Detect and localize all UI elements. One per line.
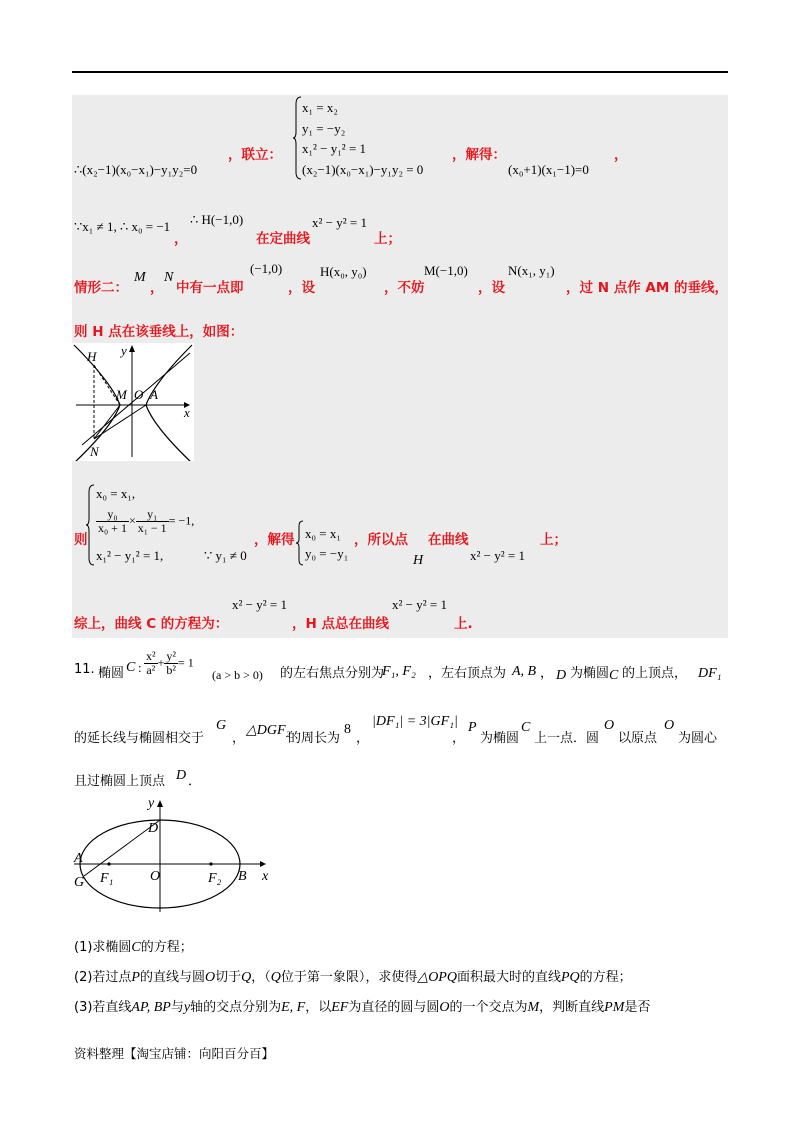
problem-number: 11.: [74, 662, 95, 677]
q3-ef2: EF: [331, 1000, 349, 1015]
label-b: B: [238, 869, 247, 884]
label-o: O: [150, 869, 161, 884]
q3-o: O: [439, 1000, 450, 1015]
plus: +: [157, 655, 165, 670]
frac2-den: x₁ − 1: [137, 521, 167, 536]
frac-den: b²: [166, 663, 176, 678]
fraction-y1: [136, 508, 169, 535]
p11-l2-text3: 的周长为: [288, 731, 341, 746]
foci: F₁, F₂: [382, 664, 416, 679]
frac1-num: y₀: [96, 508, 129, 522]
p11-text3: ，左右顶点为: [428, 666, 507, 681]
p11-l3-text1: 且过椭圆上顶点: [74, 774, 166, 789]
q2-q: Q: [241, 970, 252, 985]
frac-den: a²: [146, 663, 156, 678]
point-n: N: [164, 270, 174, 285]
suoyi-text: ，所以点: [354, 532, 408, 548]
q3-y: y: [183, 1000, 191, 1015]
q2-triangle: △OPQ: [417, 970, 457, 985]
summary-text2: ，H 点总在曲线: [292, 616, 389, 632]
frac1-den: x₀ + 1: [98, 521, 127, 536]
frac-y2-b2: [164, 650, 178, 677]
condition: ∵x₁ ≠ 1, ∴ x₀ = −1: [74, 219, 171, 234]
origin-o: O: [664, 718, 675, 733]
sol-eq-1: x₀ = x₁: [305, 526, 341, 541]
q3-text3: 轴的交点分别为: [190, 1000, 282, 1015]
point-d-2: D: [176, 768, 187, 783]
summary-text1: 综上，曲线 C 的方程为：: [74, 616, 229, 632]
q2-text2: 的直线与圆: [139, 970, 205, 985]
case2-text4: ，设: [478, 280, 505, 296]
ze-text: 则: [74, 532, 88, 548]
curve-equation: x² − y² = 1: [312, 215, 367, 230]
p11-l2-text8: 以原点: [618, 731, 658, 746]
q2-text7: 的方程；: [579, 970, 632, 985]
lianli-text: ，联立：: [228, 147, 282, 163]
case2-line2: 则 H 点在该垂线上，如图：: [74, 324, 244, 340]
label-d: D: [148, 821, 159, 836]
question-1: [74, 936, 193, 956]
point-m: M: [134, 270, 146, 285]
q1-text2: 的方程；: [140, 940, 193, 955]
p11-text1: 椭圆: [98, 666, 125, 681]
summary-curve2: x² − y² = 1: [392, 597, 447, 612]
sol-eq-2: y₀ = −y₁: [305, 546, 349, 561]
jiede-text: ，解得：: [452, 147, 506, 163]
header-rule: [72, 71, 728, 73]
colon: :: [138, 660, 142, 675]
label-y: y: [148, 796, 155, 811]
curve-c-2: C: [609, 668, 619, 683]
sys2-eq2: [96, 508, 194, 535]
q2-text6: 面积最大时的直线: [456, 970, 561, 985]
zai-text: 在曲线: [428, 532, 469, 548]
question-3: [74, 996, 650, 1016]
line-na: [94, 405, 146, 439]
p11-text5: 为椭圆: [570, 666, 610, 681]
label-y: y: [121, 343, 127, 358]
point-p: P: [468, 720, 477, 735]
frac-num: y²: [166, 649, 176, 663]
q2-p: P: [131, 970, 140, 985]
q3-text4: ，以: [305, 1000, 332, 1015]
label-f2: F₂: [208, 871, 222, 886]
comma: ，: [614, 147, 628, 163]
p11-l3-text2: ．: [188, 774, 202, 789]
q3-m: M: [527, 1000, 540, 1015]
sys-eq-2: y₁ = −y₂: [302, 120, 346, 136]
p11-l2-text6: 为椭圆: [480, 731, 520, 746]
p11-l2-text1: 的延长线与椭圆相交于: [74, 731, 205, 746]
summary-curve1: x² − y² = 1: [232, 597, 287, 612]
point-coord: (−1,0): [250, 261, 283, 276]
q2-text3: 切于: [215, 970, 242, 985]
p11-l2-text7: 上一点．圆: [534, 731, 600, 746]
sys-eq-1: x₁ = x₂: [302, 100, 338, 115]
case2-text2: ，设: [288, 280, 315, 296]
solution-equations: [305, 524, 348, 564]
focus-f2: [209, 862, 212, 865]
p11-text2: 的左右焦点分别为: [280, 666, 385, 681]
label-a: A: [74, 851, 83, 866]
sys2-eq1: x₀ = x₁,: [96, 486, 136, 501]
curve-c-3: C: [521, 720, 531, 735]
footer-source: 资料整理【淘宝店铺：向阳百分百】: [74, 1046, 275, 1061]
q2-text1: (2)若过点: [74, 970, 132, 985]
sys-eq-4: (x₂−1)(x₀−x₁)−y₁y₂ = 0: [302, 161, 424, 177]
ellipse-equation: [144, 650, 194, 677]
end-text: 上；: [374, 231, 401, 247]
y-axis-arrow: [157, 800, 163, 807]
sol-brace: [296, 520, 304, 566]
point-h-coords: H(x₀, y₀): [320, 264, 367, 279]
q3-apbp: AP, BP: [131, 1000, 171, 1015]
p11-l2-text2: ，: [232, 731, 246, 746]
case2-text1: 中有一点即: [176, 280, 244, 296]
comma: ，: [150, 280, 164, 296]
point-m-coords: M(−1,0): [424, 263, 468, 278]
because-y1: ∵ y₁ ≠ 0: [204, 548, 247, 563]
q3-text2: 与: [170, 1000, 184, 1015]
point-d: D: [556, 668, 567, 683]
comma: ，: [174, 231, 188, 247]
label-g: G: [74, 875, 85, 890]
question-2: [74, 966, 632, 986]
label-h: H: [87, 349, 97, 364]
condition-ab: (a > b > 0): [212, 668, 263, 682]
label-m: M: [116, 387, 127, 402]
frac-num: x²: [146, 649, 156, 663]
x-axis-arrow: [260, 861, 266, 867]
p11-text4: ，: [540, 666, 554, 681]
label-x: x: [184, 405, 190, 420]
eq-minus-one: = −1,: [168, 513, 195, 528]
point-g: G: [216, 718, 227, 733]
times-sign: ×: [128, 513, 136, 528]
result-equation: (x₀+1)(x₁−1)=0: [508, 162, 589, 177]
q3-text6: 的一个交点为: [449, 1000, 528, 1015]
line-nm: [94, 405, 120, 439]
q1-text1: (1)求椭圆: [74, 940, 132, 955]
label-x: x: [262, 869, 269, 884]
label-o: O: [134, 387, 144, 402]
p11-l2-text4: ，: [356, 731, 370, 746]
q3-ef: E, F: [281, 1000, 306, 1015]
label-f1: F₁: [100, 871, 114, 886]
abs-relation: |DF₁| = 3|GF₁|: [372, 714, 458, 729]
fraction-y0: [96, 508, 129, 535]
circle-o: O: [604, 718, 615, 733]
ellipse-figure: [72, 792, 282, 914]
equation-left: ∴(x₂−1)(x₀−x₁)−y₁y₂=0: [74, 162, 198, 177]
fixed-curve-text: 在定曲线: [256, 231, 310, 247]
q2-text4: ，（: [251, 970, 271, 985]
frac-x2-a2: [144, 650, 158, 677]
q2-text5: 位于第一象限），求使得: [280, 970, 418, 985]
q2-o: O: [205, 970, 216, 985]
case2-text3: ，不妨: [384, 280, 425, 296]
q3-text5: 为直径的圆与圆: [348, 1000, 440, 1015]
case2-text5: ，过 N 点作 AM 的垂线，: [566, 280, 728, 296]
sys-eq-3: x₁² − y₁² = 1: [302, 141, 367, 156]
system-brace-2: [86, 484, 96, 566]
summary-text3: 上.: [454, 616, 473, 632]
label-n: N: [90, 444, 99, 459]
point-h: ∴ H(−1,0): [190, 212, 244, 227]
end-text-2: 上；: [540, 532, 567, 548]
point-n-coords: N(x₁, y₁): [508, 263, 555, 278]
p11-l2-text5: ，: [452, 731, 466, 746]
frac2-num: y₁: [136, 508, 169, 522]
curve-c: C: [126, 660, 136, 675]
triangle-dgf2: △DGF₂: [246, 723, 291, 738]
eq-one: = 1: [178, 655, 194, 670]
p11-text6: 的上顶点，: [622, 666, 688, 681]
curve-equation-2: x² − y² = 1: [470, 548, 525, 563]
q1-c: C: [131, 940, 141, 955]
q3-text8: 是否: [624, 1000, 651, 1015]
segment-df1: DF₁: [698, 666, 722, 681]
label-a: A: [150, 387, 158, 402]
q3-text1: (3)若直线: [74, 1000, 132, 1015]
point-h-2: H: [413, 553, 424, 568]
jiede-text-2: ，解得: [254, 532, 295, 548]
q3-text7: ，判断直线: [539, 1000, 605, 1015]
sys2-eq3: x₁² − y₁² = 1,: [96, 548, 164, 563]
focus-f1: [107, 862, 110, 865]
p11-l2-text9: 为圆心: [678, 731, 718, 746]
q2-q2: Q: [270, 970, 281, 985]
y-axis-arrow: [129, 345, 135, 352]
perimeter-value: 8: [344, 722, 351, 737]
case2-label: 情形二：: [74, 280, 128, 296]
system-equations: [302, 98, 423, 180]
hyperbola-figure: [72, 343, 194, 461]
q3-pm: PM: [604, 1000, 625, 1015]
vertices-ab: A, B: [512, 664, 537, 679]
q2-pq: PQ: [560, 970, 580, 985]
